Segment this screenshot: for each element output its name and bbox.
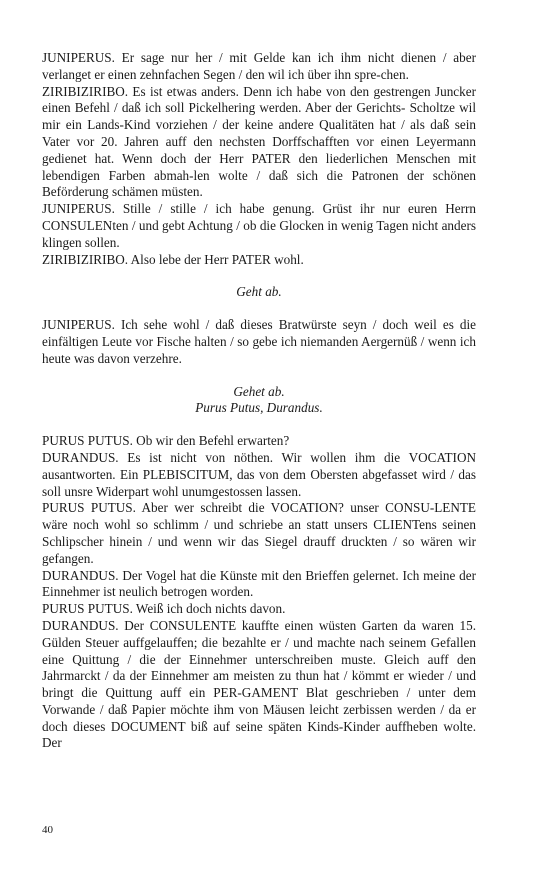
paragraph-purus-putus-2: PURUS PUTUS. Aber wer schreibt die VOCATION? unser CONSU-LENTE wäre noch wohl so schlimm / und schriebe an statt unsers CLIENTens seinen Schlipscher hinein / und wenn wir das Siegel drauff druckten / so wären wir gefangen. [42, 500, 476, 566]
paragraph-durandus-3: DURANDUS. Der CONSULENTE kauffte einen wüsten Garten da waren 15. Gülden Steuer auffgelauffen; die bezahlte er / und machte nach seinem Gefallen eine Quittung / die der Einnehmer unterschreiben muste. Gleich auff den Jahrmarckt / da der Einnehmer am meisten zu thun hat / kömmt er wieder / und bringt die Quittung auff ein PER-GAMENT Blat geschrieben / unter dem Vorwande / daß Papier möchte ihm von Mäusen leicht zerbissen werden / da er doch dieses DOCUMENT biß auf seine späten Kinds-Kinder auffheben wolte. Der [42, 617, 476, 751]
stage-direction-exit-1: Geht ab. [236, 284, 282, 300]
paragraph-juniperus-2: JUNIPERUS. Stille / stille / ich habe genung. Grüst ihr nur euren Herrn CONSULENten / und gebt Achtung / ob die Glocken in wenig Tagen nicht anders klingen sollen. [42, 201, 476, 250]
stage-direction-exit-2: Gehet ab. [233, 383, 285, 399]
scene-characters: Purus Putus, Durandus. [195, 400, 323, 416]
paragraph-juniperus-1: JUNIPERUS. Er sage nur her / mit Gelde kan ich ihm nicht dienen / aber verlanget er einen zehnfachen Segen / den wil ich über ihn spre-chen. [42, 50, 476, 82]
paragraph-durandus-1: DURANDUS. Es ist nicht von nöthen. Wir wollen ihm die VOCATION ausantworten. Ein PLEBISCITUM, das von dem Obersten abgefasset wird / das soll unsre Widerpart wohl unumgestossen lassen. [42, 449, 476, 499]
text-column [42, 50, 476, 752]
paragraph-ziribiziribo-2: ZIRIBIZIRIBO. Also lebe der Herr PATER wohl. [42, 251, 304, 267]
paragraph-purus-putus-3: PURUS PUTUS. Weiß ich doch nichts davon. [42, 601, 286, 617]
paragraph-durandus-2: DURANDUS. Der Vogel hat die Künste mit den Brieffen gelernet. Ich meine der Einnehmer ist neulich betrogen worden. [42, 567, 476, 600]
page-number: 40 [42, 824, 53, 836]
paragraph-ziribiziribo-1: ZIRIBIZIRIBO. Es ist etwas anders. Denn ich habe von den gestrengen Juncker einen Befehl / daß ich soll Pickelhering werden. Aber der Gerichts- Scholtze wil mir ein Lands-Kind vorziehen / der keine andere Qualitäten hat / als daß sein Vater vor 20. Jahren auff den nechsten Dorffschafften vor einen Leyermann gedienet hat. Wenn doch der Herr PATER den liederlichen Menschen mit lebendigen Farben abmah-len wolte / daß sich die Patronen der schönen Beförderung schämen müsten. [42, 83, 476, 200]
paragraph-purus-putus-1: PURUS PUTUS. Ob wir den Befehl erwarten? [42, 433, 290, 449]
paragraph-juniperus-3: JUNIPERUS. Ich sehe wohl / daß dieses Bratwürste seyn / doch weil es die einfältigen Leute vor Fische halten / so gebe ich niemanden Aergernüß / wenn ich heute was davon verzehre. [42, 317, 476, 366]
